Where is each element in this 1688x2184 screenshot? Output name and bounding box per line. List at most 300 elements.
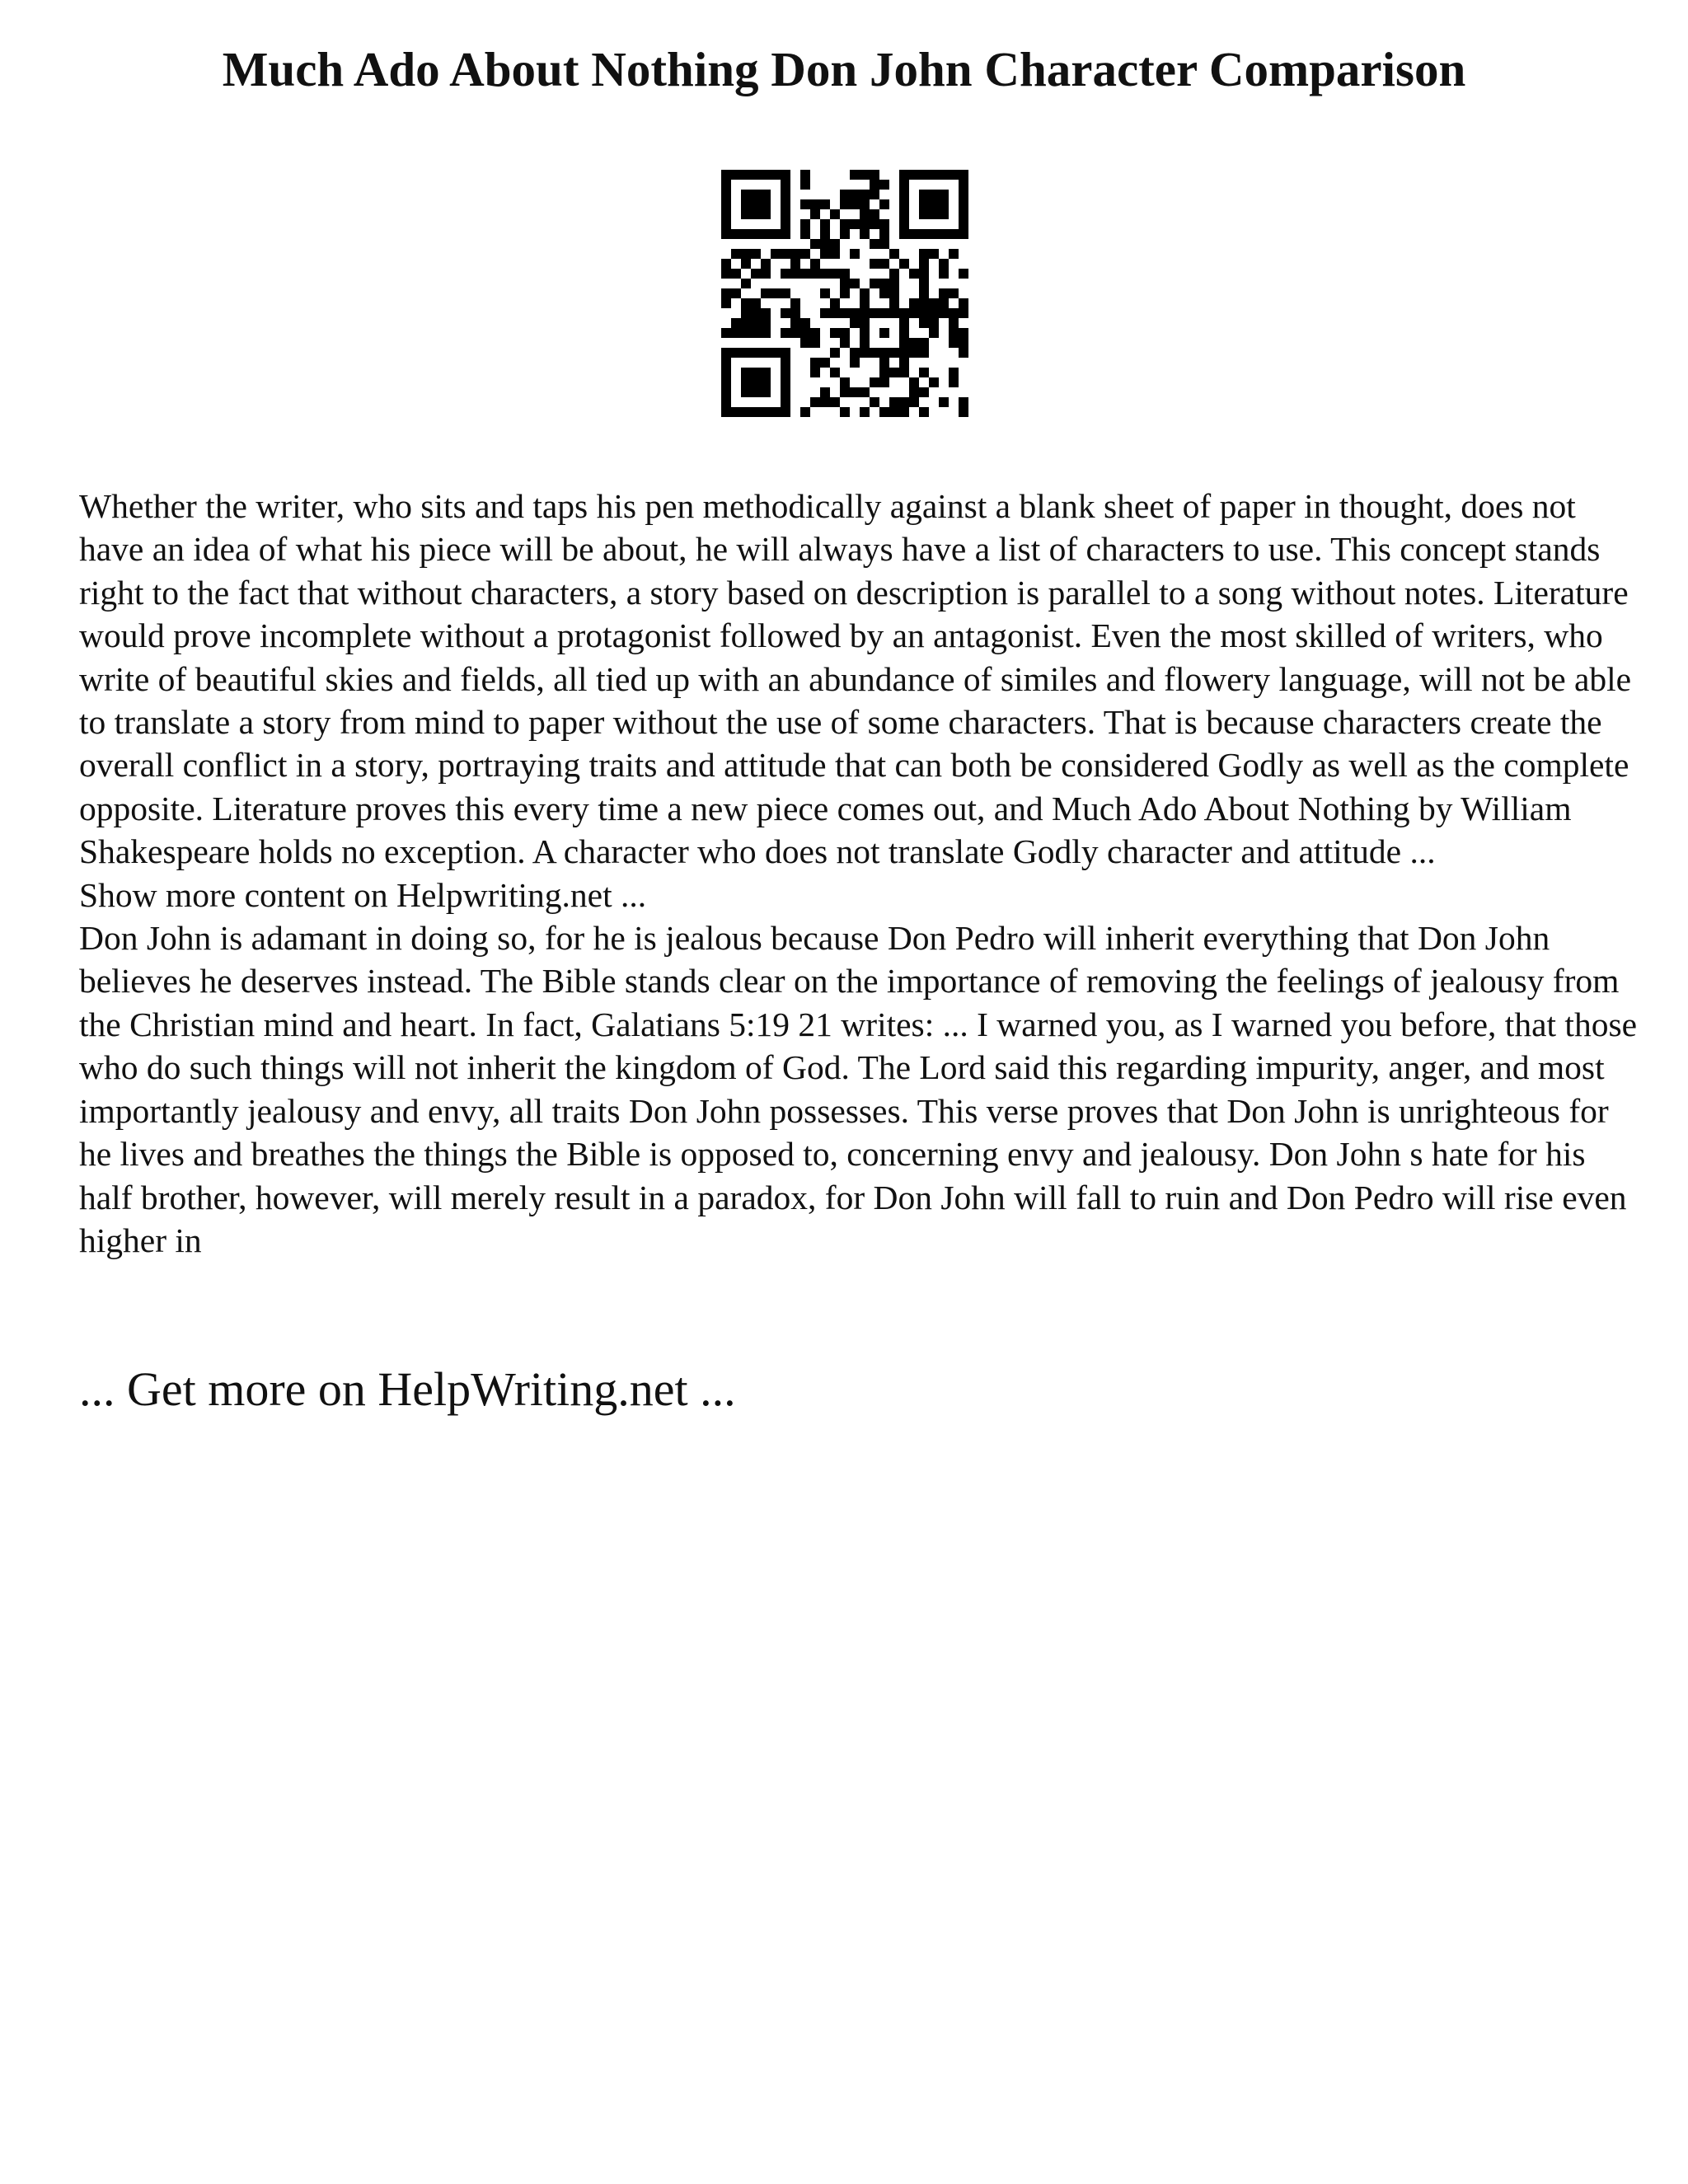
qr-module bbox=[781, 199, 790, 209]
qr-module bbox=[790, 269, 800, 279]
qr-module bbox=[860, 288, 870, 298]
qr-module bbox=[850, 358, 860, 368]
qr-module bbox=[741, 209, 751, 219]
qr-module bbox=[741, 199, 751, 209]
qr-module bbox=[721, 180, 731, 190]
qr-module bbox=[800, 229, 810, 239]
qr-module bbox=[879, 377, 889, 387]
qr-module bbox=[889, 407, 899, 417]
qr-module bbox=[761, 209, 771, 219]
qr-module bbox=[771, 229, 781, 239]
qr-module bbox=[731, 407, 741, 417]
qr-module bbox=[860, 190, 870, 199]
qr-module bbox=[751, 328, 761, 338]
qr-module bbox=[790, 328, 800, 338]
qr-module bbox=[939, 209, 949, 219]
qr-module bbox=[889, 279, 899, 288]
qr-module bbox=[751, 368, 761, 377]
qr-module bbox=[939, 229, 949, 239]
qr-module bbox=[820, 239, 830, 249]
qr-module bbox=[899, 358, 909, 368]
qr-module bbox=[741, 298, 751, 308]
qr-module bbox=[751, 308, 761, 318]
qr-module bbox=[751, 199, 761, 209]
qr-module bbox=[939, 298, 949, 308]
qr-module bbox=[751, 348, 761, 358]
qr-module bbox=[800, 407, 810, 417]
qr-module bbox=[919, 209, 929, 219]
qr-module bbox=[860, 348, 870, 358]
qr-module bbox=[731, 288, 741, 298]
qr-module bbox=[919, 368, 929, 377]
qr-module bbox=[781, 397, 790, 407]
qr-module bbox=[939, 397, 949, 407]
qr-module bbox=[820, 249, 830, 259]
qr-module bbox=[879, 358, 889, 368]
qr-module bbox=[721, 377, 731, 387]
qr-module bbox=[870, 348, 879, 358]
qr-module bbox=[909, 229, 919, 239]
qr-module bbox=[830, 269, 840, 279]
qr-module bbox=[830, 249, 840, 259]
qr-module bbox=[959, 180, 968, 190]
qr-module bbox=[721, 170, 731, 180]
qr-module bbox=[929, 328, 939, 338]
qr-module bbox=[761, 269, 771, 279]
qr-module bbox=[721, 328, 731, 338]
qr-module bbox=[889, 288, 899, 298]
qr-module bbox=[781, 407, 790, 417]
qr-module bbox=[731, 318, 741, 328]
qr-module bbox=[781, 308, 790, 318]
qr-module bbox=[781, 209, 790, 219]
qr-module bbox=[810, 209, 820, 219]
qr-module bbox=[761, 229, 771, 239]
qr-module bbox=[731, 328, 741, 338]
qr-module bbox=[771, 288, 781, 298]
qr-module bbox=[909, 269, 919, 279]
qr-module bbox=[870, 259, 879, 269]
qr-module bbox=[939, 269, 949, 279]
qr-module bbox=[949, 338, 959, 348]
qr-module bbox=[830, 328, 840, 338]
qr-module bbox=[860, 407, 870, 417]
qr-module bbox=[721, 298, 731, 308]
qr-module bbox=[761, 199, 771, 209]
paragraph-don-john: Don John is adamant in doing so, for he is jealous because Don Pedro will inherit everything that Don John believes he deserves instead. The Bible stands clear on the importance of removing the feelings of jealousy from the Christian mind and heart. In fact, Galatians 5:19 21 writes: ... I warned you, as I warned you before, that those who do such things will not inherit the kingdom of God. The Lord said this regarding impurity, anger, and most importantly jealousy and envy, all traits Don John possesses. This verse proves that Don John is unrighteous for he lives and breathes the things the Bible is opposed to, concerning envy and jealousy. Don John s hate for his half brother, however, will merely result in a paradox, for Don John will fall to ruin and Don Pedro will rise even higher in bbox=[79, 919, 1638, 1259]
qr-module bbox=[840, 269, 850, 279]
qr-module bbox=[840, 308, 850, 318]
qr-module bbox=[889, 298, 899, 308]
qr-module bbox=[899, 219, 909, 229]
qr-module bbox=[959, 269, 968, 279]
qr-module bbox=[919, 298, 929, 308]
qr-module bbox=[741, 407, 751, 417]
qr-module bbox=[949, 328, 959, 338]
qr-module bbox=[870, 219, 879, 229]
qr-module bbox=[790, 308, 800, 318]
qr-module bbox=[781, 328, 790, 338]
qr-module bbox=[889, 348, 899, 358]
qr-module bbox=[889, 269, 899, 279]
qr-module bbox=[919, 348, 929, 358]
qr-module bbox=[721, 358, 731, 368]
qr-module bbox=[810, 397, 820, 407]
qr-module bbox=[761, 377, 771, 387]
qr-module bbox=[731, 348, 741, 358]
qr-module bbox=[731, 269, 741, 279]
qr-module bbox=[820, 308, 830, 318]
qr-module bbox=[929, 199, 939, 209]
qr-module bbox=[751, 407, 761, 417]
qr-module bbox=[800, 219, 810, 229]
qr-module bbox=[870, 209, 879, 219]
qr-module bbox=[879, 229, 889, 239]
qr-module bbox=[810, 239, 820, 249]
qr-module bbox=[870, 190, 879, 199]
qr-module bbox=[781, 368, 790, 377]
qr-module bbox=[899, 190, 909, 199]
qr-module bbox=[751, 249, 761, 259]
qr-module bbox=[899, 328, 909, 338]
qr-module bbox=[800, 338, 810, 348]
qr-module bbox=[939, 190, 949, 199]
qr-module bbox=[781, 180, 790, 190]
qr-module bbox=[830, 209, 840, 219]
qr-module bbox=[850, 199, 860, 209]
qr-module bbox=[959, 219, 968, 229]
qr-module bbox=[840, 328, 850, 338]
qr-module bbox=[771, 407, 781, 417]
qr-module bbox=[899, 259, 909, 269]
qr-module bbox=[761, 387, 771, 397]
qr-module bbox=[879, 180, 889, 190]
qr-module bbox=[929, 170, 939, 180]
qr-module bbox=[820, 229, 830, 239]
qr-module bbox=[830, 368, 840, 377]
qr-module bbox=[949, 288, 959, 298]
qr-module bbox=[771, 348, 781, 358]
qr-module bbox=[721, 219, 731, 229]
qr-module bbox=[721, 269, 731, 279]
qr-module bbox=[929, 377, 939, 387]
qr-module bbox=[939, 288, 949, 298]
qr-module bbox=[919, 229, 929, 239]
qr-module bbox=[929, 298, 939, 308]
qr-module bbox=[860, 170, 870, 180]
qr-module bbox=[870, 377, 879, 387]
qr-module bbox=[870, 308, 879, 318]
qr-module bbox=[879, 368, 889, 377]
qr-module bbox=[929, 308, 939, 318]
qr-module bbox=[929, 249, 939, 259]
qr-module bbox=[919, 190, 929, 199]
qr-module bbox=[850, 170, 860, 180]
qr-module bbox=[879, 348, 889, 358]
qr-module bbox=[731, 249, 741, 259]
page-title: Much Ado About Nothing Don John Character Comparison bbox=[222, 42, 1466, 96]
qr-module bbox=[810, 199, 820, 209]
qr-module bbox=[860, 308, 870, 318]
qr-module bbox=[781, 377, 790, 387]
qr-module bbox=[939, 259, 949, 269]
qr-module bbox=[850, 348, 860, 358]
body-text bbox=[79, 485, 1645, 1262]
qr-module bbox=[820, 199, 830, 209]
qr-module bbox=[889, 308, 899, 318]
qr-module bbox=[860, 219, 870, 229]
qr-module bbox=[939, 170, 949, 180]
qr-module bbox=[850, 190, 860, 199]
qr-module bbox=[959, 229, 968, 239]
qr-module bbox=[781, 229, 790, 239]
qr-module bbox=[830, 348, 840, 358]
qr-module bbox=[879, 407, 889, 417]
qr-module bbox=[879, 219, 889, 229]
qr-module bbox=[939, 199, 949, 209]
qr-module bbox=[751, 190, 761, 199]
qr-module bbox=[949, 377, 959, 387]
qr-module bbox=[781, 348, 790, 358]
qr-module bbox=[899, 407, 909, 417]
qr-module bbox=[751, 209, 761, 219]
qr-module bbox=[949, 308, 959, 318]
qr-module bbox=[870, 397, 879, 407]
qr-module bbox=[800, 269, 810, 279]
qr-module bbox=[741, 318, 751, 328]
qr-module bbox=[909, 387, 919, 397]
qr-module bbox=[949, 249, 959, 259]
qr-module bbox=[721, 368, 731, 377]
qr-module bbox=[800, 199, 810, 209]
qr-module bbox=[879, 239, 889, 249]
qr-module bbox=[919, 407, 929, 417]
qr-module bbox=[909, 338, 919, 348]
qr-module bbox=[879, 288, 889, 298]
qr-module bbox=[919, 308, 929, 318]
qr-module bbox=[741, 190, 751, 199]
paragraph-intro: Whether the writer, who sits and taps his pen methodically against a blank sheet of paper in thought, does not have an idea of what his piece will be about, he will always have a list of characters to use. This concept stands right to the fact that without characters, a story based on description is parallel to a song without notes. Literature would prove incomplete without a protagonist followed by an antagonist. Even the most skilled of writers, who write of beautiful skies and fields, all tied up with an abundance of similes and flowery language, will not be able to translate a story from mind to paper without the use of some characters. That is because characters create the overall conflict in a story, portraying traits and attitude that can both be considered Godly as well as the complete opposite. Literature proves this every time a new piece comes out, and Much Ado About Nothing by William Shakespeare holds no exception. A character who does not translate Godly character and attitude ... bbox=[79, 487, 1632, 871]
qr-module bbox=[800, 170, 810, 180]
qr-module bbox=[909, 377, 919, 387]
qr-module bbox=[959, 338, 968, 348]
qr-module bbox=[721, 397, 731, 407]
qr-module bbox=[781, 249, 790, 259]
qr-module bbox=[721, 259, 731, 269]
qr-module bbox=[761, 170, 771, 180]
qr-module bbox=[879, 199, 889, 209]
qr-module bbox=[889, 397, 899, 407]
qr-module bbox=[820, 219, 830, 229]
qr-module bbox=[800, 318, 810, 328]
qr-module bbox=[959, 397, 968, 407]
qr-module bbox=[781, 358, 790, 368]
qr-module bbox=[721, 348, 731, 358]
qr-module bbox=[771, 249, 781, 259]
qr-module bbox=[761, 368, 771, 377]
qr-module bbox=[820, 397, 830, 407]
qr-module bbox=[800, 180, 810, 190]
qr-module bbox=[899, 338, 909, 348]
qr-module bbox=[929, 209, 939, 219]
qr-module bbox=[840, 338, 850, 348]
qr-module bbox=[860, 318, 870, 328]
qr-module bbox=[959, 298, 968, 308]
qr-module bbox=[879, 328, 889, 338]
qr-module bbox=[741, 308, 751, 318]
qr-module bbox=[761, 190, 771, 199]
qr-module bbox=[959, 209, 968, 219]
qr-module bbox=[850, 279, 860, 288]
qr-module bbox=[781, 387, 790, 397]
qr-module bbox=[899, 397, 909, 407]
qr-module bbox=[860, 209, 870, 219]
qr-module bbox=[959, 308, 968, 318]
qr-module bbox=[850, 219, 860, 229]
qr-module bbox=[959, 170, 968, 180]
qr-module bbox=[781, 190, 790, 199]
qr-module bbox=[721, 199, 731, 209]
qr-module bbox=[949, 318, 959, 328]
qr-module bbox=[840, 387, 850, 397]
qr-module bbox=[810, 358, 820, 368]
qr-module bbox=[771, 170, 781, 180]
qr-module bbox=[889, 368, 899, 377]
qr-module bbox=[959, 328, 968, 338]
qr-module bbox=[879, 308, 889, 318]
qr-module bbox=[741, 368, 751, 377]
qr-module bbox=[919, 269, 929, 279]
qr-module bbox=[879, 259, 889, 269]
qr-module bbox=[790, 318, 800, 328]
qr-module bbox=[741, 249, 751, 259]
qr-module bbox=[899, 199, 909, 209]
qr-module bbox=[810, 338, 820, 348]
qr-module bbox=[741, 279, 751, 288]
qr-module bbox=[830, 239, 840, 249]
qr-module bbox=[731, 229, 741, 239]
qr-module bbox=[879, 279, 889, 288]
qr-module bbox=[949, 170, 959, 180]
qr-module bbox=[790, 249, 800, 259]
qr-module bbox=[870, 180, 879, 190]
qr-module bbox=[850, 308, 860, 318]
qr-module bbox=[751, 387, 761, 397]
qr-module bbox=[919, 279, 929, 288]
qr-module bbox=[909, 308, 919, 318]
qr-module bbox=[721, 407, 731, 417]
qr-module bbox=[959, 199, 968, 209]
qr-module bbox=[919, 288, 929, 298]
qr-module bbox=[741, 229, 751, 239]
qr-module bbox=[810, 368, 820, 377]
qr-module bbox=[781, 170, 790, 180]
qr-module bbox=[899, 209, 909, 219]
qr-module bbox=[741, 377, 751, 387]
qr-module bbox=[870, 170, 879, 180]
qr-module bbox=[761, 348, 771, 358]
get-more-link[interactable]: ... Get more on HelpWriting.net ... bbox=[79, 1362, 736, 1416]
qr-module bbox=[810, 328, 820, 338]
qr-module bbox=[929, 229, 939, 239]
qr-module bbox=[850, 318, 860, 328]
qr-module bbox=[840, 199, 850, 209]
qr-module bbox=[959, 407, 968, 417]
qr-module bbox=[919, 387, 929, 397]
qr-module bbox=[889, 249, 899, 259]
qr-module bbox=[741, 170, 751, 180]
qr-module bbox=[741, 259, 751, 269]
qr-module bbox=[919, 338, 929, 348]
qr-module bbox=[790, 259, 800, 269]
qr-module bbox=[830, 298, 840, 308]
qr-module bbox=[741, 348, 751, 358]
qr-module bbox=[840, 219, 850, 229]
qr-module bbox=[751, 170, 761, 180]
qr-module bbox=[830, 308, 840, 318]
qr-module bbox=[909, 348, 919, 358]
qr-module bbox=[721, 190, 731, 199]
qr-module bbox=[820, 387, 830, 397]
qr-module bbox=[751, 377, 761, 387]
show-more-link[interactable]: Show more content on Helpwriting.net ... bbox=[79, 875, 647, 914]
qr-module bbox=[741, 387, 751, 397]
qr-module bbox=[899, 229, 909, 239]
qr-module bbox=[860, 387, 870, 397]
qr-module bbox=[751, 229, 761, 239]
qr-module bbox=[850, 249, 860, 259]
qr-module bbox=[751, 269, 761, 279]
qr-module bbox=[840, 288, 850, 298]
qr-module bbox=[790, 298, 800, 308]
qr-module bbox=[949, 368, 959, 377]
qr-module bbox=[850, 387, 860, 397]
qr-module bbox=[721, 229, 731, 239]
qr-module bbox=[899, 180, 909, 190]
qr-module bbox=[781, 288, 790, 298]
qr-module bbox=[721, 387, 731, 397]
qr-module bbox=[909, 397, 919, 407]
qr-module bbox=[781, 219, 790, 229]
qr-module bbox=[909, 170, 919, 180]
qr-module bbox=[899, 348, 909, 358]
qr-module bbox=[840, 377, 850, 387]
qr-module bbox=[840, 279, 850, 288]
qr-module bbox=[820, 358, 830, 368]
qr-module bbox=[761, 308, 771, 318]
qr-module bbox=[761, 288, 771, 298]
qr-module bbox=[860, 328, 870, 338]
qr-module bbox=[800, 249, 810, 259]
qr-module bbox=[860, 298, 870, 308]
qr-module bbox=[741, 328, 751, 338]
qr-module bbox=[761, 259, 771, 269]
qr-module bbox=[721, 288, 731, 298]
qr-module bbox=[919, 199, 929, 209]
qr-module bbox=[820, 269, 830, 279]
qr-module bbox=[909, 298, 919, 308]
qr-module bbox=[860, 338, 870, 348]
qr-module bbox=[840, 407, 850, 417]
qr-module bbox=[751, 318, 761, 328]
qr-module bbox=[761, 328, 771, 338]
qr-module bbox=[899, 368, 909, 377]
qr-module bbox=[761, 318, 771, 328]
qr-module bbox=[959, 190, 968, 199]
qr-module bbox=[810, 259, 820, 269]
qr-module bbox=[919, 249, 929, 259]
qr-module bbox=[781, 269, 790, 279]
